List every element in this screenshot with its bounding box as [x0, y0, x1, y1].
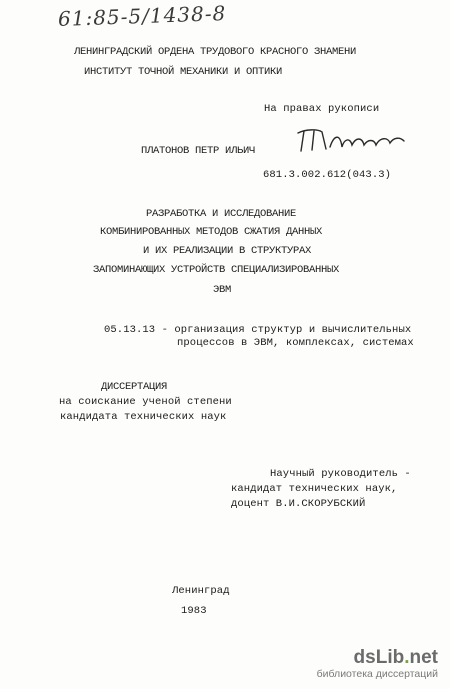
institution-line-1: ЛЕНИНГРАДСКИЙ ОРДЕНА ТРУДОВОГО КРАСНОГО ЗНАМЕНИ	[74, 46, 357, 58]
degree-line-2: кандидата технических наук	[60, 411, 227, 423]
title-line-3: И ИХ РЕАЛИЗАЦИИ В СТРУКТУРАХ	[143, 245, 312, 257]
institution-line-2: ИНСТИТУТ ТОЧНОЙ МЕХАНИКИ И ОПТИКИ	[84, 66, 283, 78]
author-signature	[292, 125, 412, 155]
supervisor-line-3: доцент В.И.СКОРУБСКИЙ	[231, 498, 366, 510]
title-line-2: КОМБИНИРОВАННЫХ МЕТОДОВ СЖАТИЯ ДАННЫХ	[100, 226, 323, 238]
degree-line-1: на соискание ученой степени	[59, 396, 232, 408]
dissertation-heading: ДИССЕРТАЦИЯ	[101, 381, 168, 393]
dslib-watermark[interactable]	[317, 648, 438, 681]
footer-year: 1983	[181, 605, 207, 617]
udc-code: 681.3.002.612(043.3)	[263, 169, 392, 181]
footer-city: Ленинград	[172, 585, 230, 597]
archive-code: 61:85-5/1438-8	[57, 1, 227, 31]
dslib-logo: dsLib.net	[353, 647, 438, 668]
title-line-4: ЗАПОМИНАЮЩИХ УСТРОЙСТВ СПЕЦИАЛИЗИРОВАННЫХ	[93, 264, 340, 276]
rights-note: На правах рукописи	[264, 103, 380, 115]
supervisor-line-2: кандидат технических наук,	[231, 483, 398, 495]
title-line-1: РАЗРАБОТКА И ИССЛЕДОВАНИЕ	[146, 208, 297, 220]
specialty-line-1: 05.13.13 - организация структур и вычислительных	[104, 324, 412, 336]
supervisor-line-1: Научный руководитель -	[270, 468, 411, 480]
specialty-line-2: процессов в ЭВМ, комплексах, системах	[177, 337, 414, 349]
author-name: ПЛАТОНОВ ПЕТР ИЛЬИЧ	[141, 145, 256, 157]
title-line-5: ЭВМ	[213, 284, 232, 296]
dslib-subtitle: библиотека диссертаций	[316, 668, 438, 680]
